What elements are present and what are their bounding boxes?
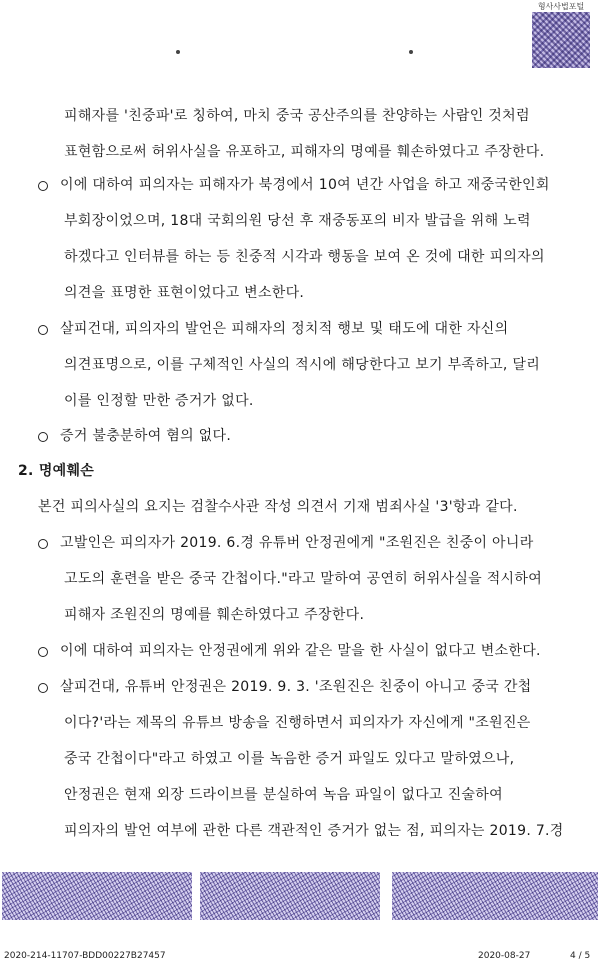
text-line: 이를 인정할 만한 증거가 없다. [64,393,254,409]
text-line: 살피건대, 유튜버 안정권은 2019. 9. 3. '조원진은 친중이 아니고 중국 간첩 [60,679,532,695]
text-line: 피해자 조원진의 명예를 훼손하였다고 주장한다. [64,607,365,623]
page-dot-right [409,50,413,54]
security-pattern-right [392,872,598,920]
text-line: 증거 불충분하여 혐의 없다. [60,428,232,444]
page-dot-left [176,50,180,54]
circle-bullet-icon [38,181,48,191]
text-line: 부회장이었으며, 18대 국회의원 당선 후 재중동포의 비자 발급을 위해 노력 [64,213,531,229]
text-line: 중국 간첩이다"라고 하였고 이를 녹음한 증거 파일도 있다고 말하였으나, [64,751,515,767]
security-stamp-label: 형사사법포털 [528,2,594,12]
text-line: 고발인은 피의자가 2019. 6.경 유튜버 안정권에게 "조원진은 친중이 아니라 [60,535,534,551]
text-line: 고도의 훈련을 받은 중국 간첩이다."라고 말하여 공연히 허위사실을 적시하여 [64,571,543,587]
text-line: 이다?'라는 제목의 유튜브 방송을 진행하면서 피의자가 자신에게 "조원진은 [64,715,531,731]
circle-bullet-icon [38,432,48,442]
text-line: 이에 대하여 피의자는 피해자가 북경에서 10여 년간 사업을 하고 재중국한인회 [60,177,550,193]
text-line: 피의자의 발언 여부에 관한 다른 객관적인 증거가 없는 점, 피의자는 2019. 7.경 [64,823,564,839]
text-line: 살피건대, 피의자의 발언은 피해자의 정치적 행보 및 태도에 대한 자신의 [60,321,509,337]
text-line: 이에 대하여 피의자는 안정권에게 위와 같은 말을 한 사실이 없다고 변소한다. [60,643,541,659]
text-line: 의견을 표명한 표현이었다고 변소한다. [64,285,305,301]
text-line: 피해자를 '친중파'로 칭하여, 마치 중국 공산주의를 찬양하는 사람인 것처럼 [64,108,530,124]
security-stamp [532,10,590,68]
text-line: 의견표명으로, 이를 구체적인 사실의 적시에 해당한다고 보기 부족하고, 달리 [64,357,541,373]
text-line: 본건 피의사실의 요지는 검찰수사관 작성 의견서 기재 범죄사실 '3'항과 같다. [38,499,518,515]
circle-bullet-icon [38,325,48,335]
text-line: 하겠다고 인터뷰를 하는 등 친중적 시각과 행동을 보여 온 것에 대한 피의자의 [64,249,545,265]
circle-bullet-icon [38,647,48,657]
section-heading: 2. 명예훼손 [18,463,95,479]
page-number: 4 / 5 [570,951,591,961]
print-date: 2020-08-27 [478,951,531,961]
circle-bullet-icon [38,539,48,549]
security-pattern-left [2,872,192,920]
text-line: 안정권은 현재 외장 드라이브를 분실하여 녹음 파일이 없다고 진술하여 [64,787,503,803]
document-id: 2020-214-11707-BDD00227B27457 [4,951,166,961]
text-line: 표현함으로써 허위사실을 유포하고, 피해자의 명예를 훼손하였다고 주장한다. [64,144,545,160]
security-pattern-middle [200,872,380,920]
circle-bullet-icon [38,683,48,693]
